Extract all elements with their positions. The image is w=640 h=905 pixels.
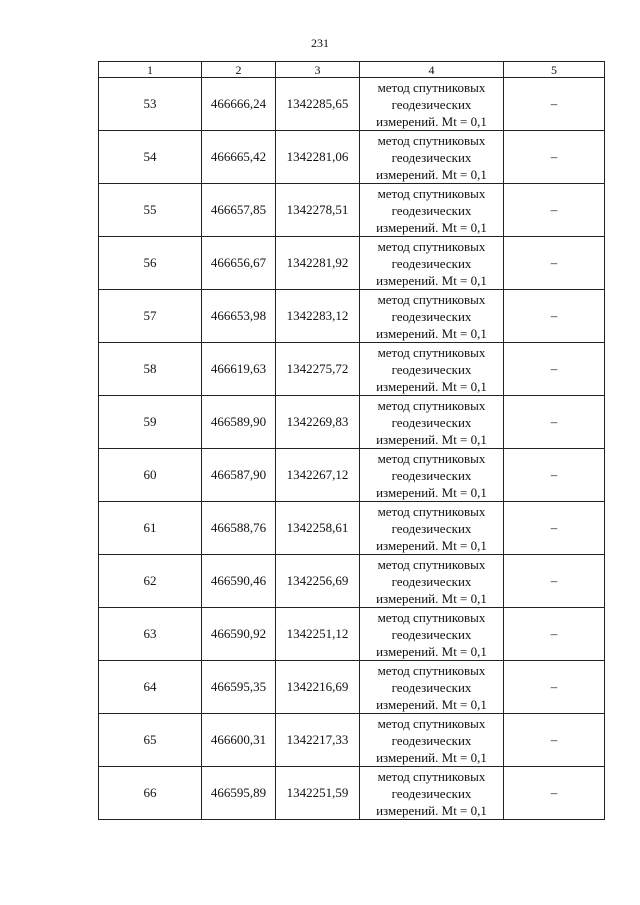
y-coordinate-cell: 1342251,12 — [276, 608, 360, 661]
method-line: геодезических — [391, 96, 472, 112]
table-row — [99, 131, 605, 184]
y-coordinate-cell: 1342217,33 — [276, 714, 360, 767]
y-coordinate-cell: 1342278,51 — [276, 184, 360, 237]
method-line: метод спутниковых — [377, 609, 486, 625]
y-coordinate-cell: 1342256,69 — [276, 555, 360, 608]
method-line: измерений. Mt = 0,1 — [376, 643, 487, 659]
method-line: метод спутниковых — [377, 503, 486, 519]
column-header-4: 4 — [360, 62, 504, 78]
method-cell — [360, 131, 504, 184]
x-coordinate-cell: 466656,67 — [202, 237, 276, 290]
method-line: метод спутниковых — [377, 79, 486, 95]
x-coordinate-cell: 466590,92 — [202, 608, 276, 661]
page-number: 231 — [311, 36, 329, 50]
method-line: геодезических — [391, 414, 472, 430]
point-number-cell: 58 — [99, 343, 202, 396]
y-coordinate-cell: 1342216,69 — [276, 661, 360, 714]
point-number-cell: 62 — [99, 555, 202, 608]
note-cell: – — [504, 502, 605, 555]
method-line: геодезических — [391, 626, 472, 642]
point-number-cell: 60 — [99, 449, 202, 502]
point-number-cell: 57 — [99, 290, 202, 343]
method-line: измерений. Mt = 0,1 — [376, 378, 487, 394]
method-line: геодезических — [391, 467, 472, 483]
method-line: метод спутниковых — [377, 715, 486, 731]
method-cell — [360, 396, 504, 449]
x-coordinate-cell: 466588,76 — [202, 502, 276, 555]
method-cell — [360, 290, 504, 343]
table-row — [99, 184, 605, 237]
method-line: метод спутниковых — [377, 450, 486, 466]
x-coordinate-cell: 466665,42 — [202, 131, 276, 184]
y-coordinate-cell: 1342275,72 — [276, 343, 360, 396]
note-cell: – — [504, 661, 605, 714]
point-number-cell: 63 — [99, 608, 202, 661]
note-cell: – — [504, 714, 605, 767]
y-coordinate-cell: 1342269,83 — [276, 396, 360, 449]
point-number-cell: 54 — [99, 131, 202, 184]
method-line: измерений. Mt = 0,1 — [376, 325, 487, 341]
note-cell: – — [504, 555, 605, 608]
coordinates-table — [98, 61, 605, 820]
x-coordinate-cell: 466666,24 — [202, 78, 276, 131]
method-line: измерений. Mt = 0,1 — [376, 219, 487, 235]
method-line: геодезических — [391, 149, 472, 165]
table-row — [99, 555, 605, 608]
method-line: измерений. Mt = 0,1 — [376, 484, 487, 500]
x-coordinate-cell: 466595,35 — [202, 661, 276, 714]
method-cell — [360, 184, 504, 237]
y-coordinate-cell: 1342251,59 — [276, 767, 360, 820]
method-line: метод спутниковых — [377, 291, 486, 307]
method-line: метод спутниковых — [377, 662, 486, 678]
point-number-cell: 61 — [99, 502, 202, 555]
x-coordinate-cell: 466595,89 — [202, 767, 276, 820]
x-coordinate-cell: 466587,90 — [202, 449, 276, 502]
method-line: метод спутниковых — [377, 238, 486, 254]
x-coordinate-cell: 466619,63 — [202, 343, 276, 396]
method-cell — [360, 555, 504, 608]
method-cell — [360, 237, 504, 290]
note-cell: – — [504, 396, 605, 449]
column-header-2: 2 — [202, 62, 276, 78]
point-number-cell: 59 — [99, 396, 202, 449]
method-line: измерений. Mt = 0,1 — [376, 166, 487, 182]
note-cell: – — [504, 184, 605, 237]
method-line: геодезических — [391, 255, 472, 271]
method-line: метод спутниковых — [377, 132, 486, 148]
x-coordinate-cell: 466653,98 — [202, 290, 276, 343]
point-number-cell: 65 — [99, 714, 202, 767]
method-line: метод спутниковых — [377, 397, 486, 413]
method-line: геодезических — [391, 785, 472, 801]
method-line: измерений. Mt = 0,1 — [376, 537, 487, 553]
method-line: геодезических — [391, 202, 472, 218]
table-row — [99, 396, 605, 449]
y-coordinate-cell: 1342283,12 — [276, 290, 360, 343]
method-cell — [360, 661, 504, 714]
table-row — [99, 608, 605, 661]
method-line: геодезических — [391, 520, 472, 536]
note-cell: – — [504, 449, 605, 502]
table-header-row — [99, 62, 605, 78]
point-number-cell: 66 — [99, 767, 202, 820]
table-row — [99, 290, 605, 343]
column-header-1: 1 — [99, 62, 202, 78]
table-row — [99, 78, 605, 131]
y-coordinate-cell: 1342267,12 — [276, 449, 360, 502]
table-row — [99, 449, 605, 502]
method-cell — [360, 449, 504, 502]
method-line: измерений. Mt = 0,1 — [376, 696, 487, 712]
method-line: геодезических — [391, 679, 472, 695]
column-header-3: 3 — [276, 62, 360, 78]
method-line: измерений. Mt = 0,1 — [376, 749, 487, 765]
table-row — [99, 237, 605, 290]
x-coordinate-cell: 466657,85 — [202, 184, 276, 237]
x-coordinate-cell: 466600,31 — [202, 714, 276, 767]
point-number-cell: 53 — [99, 78, 202, 131]
method-cell — [360, 714, 504, 767]
table-row — [99, 661, 605, 714]
method-line: геодезических — [391, 308, 472, 324]
method-line: метод спутниковых — [377, 344, 486, 360]
method-line: измерений. Mt = 0,1 — [376, 272, 487, 288]
table-row — [99, 343, 605, 396]
note-cell: – — [504, 290, 605, 343]
method-cell — [360, 343, 504, 396]
table-row — [99, 502, 605, 555]
note-cell: – — [504, 131, 605, 184]
method-line: геодезических — [391, 732, 472, 748]
method-cell — [360, 767, 504, 820]
method-line: геодезических — [391, 361, 472, 377]
note-cell: – — [504, 78, 605, 131]
method-line: геодезических — [391, 573, 472, 589]
method-line: метод спутниковых — [377, 556, 486, 572]
point-number-cell: 55 — [99, 184, 202, 237]
y-coordinate-cell: 1342281,92 — [276, 237, 360, 290]
method-cell — [360, 502, 504, 555]
method-line: измерений. Mt = 0,1 — [376, 802, 487, 818]
method-line: измерений. Mt = 0,1 — [376, 431, 487, 447]
note-cell: – — [504, 237, 605, 290]
point-number-cell: 64 — [99, 661, 202, 714]
table-row — [99, 767, 605, 820]
y-coordinate-cell: 1342258,61 — [276, 502, 360, 555]
note-cell: – — [504, 343, 605, 396]
y-coordinate-cell: 1342285,65 — [276, 78, 360, 131]
y-coordinate-cell: 1342281,06 — [276, 131, 360, 184]
note-cell: – — [504, 767, 605, 820]
method-cell — [360, 608, 504, 661]
method-line: метод спутниковых — [377, 768, 486, 784]
x-coordinate-cell: 466589,90 — [202, 396, 276, 449]
point-number-cell: 56 — [99, 237, 202, 290]
column-header-5: 5 — [504, 62, 605, 78]
table-row — [99, 714, 605, 767]
method-line: измерений. Mt = 0,1 — [376, 113, 487, 129]
method-cell — [360, 78, 504, 131]
method-line: измерений. Mt = 0,1 — [376, 590, 487, 606]
method-line: метод спутниковых — [377, 185, 486, 201]
x-coordinate-cell: 466590,46 — [202, 555, 276, 608]
note-cell: – — [504, 608, 605, 661]
